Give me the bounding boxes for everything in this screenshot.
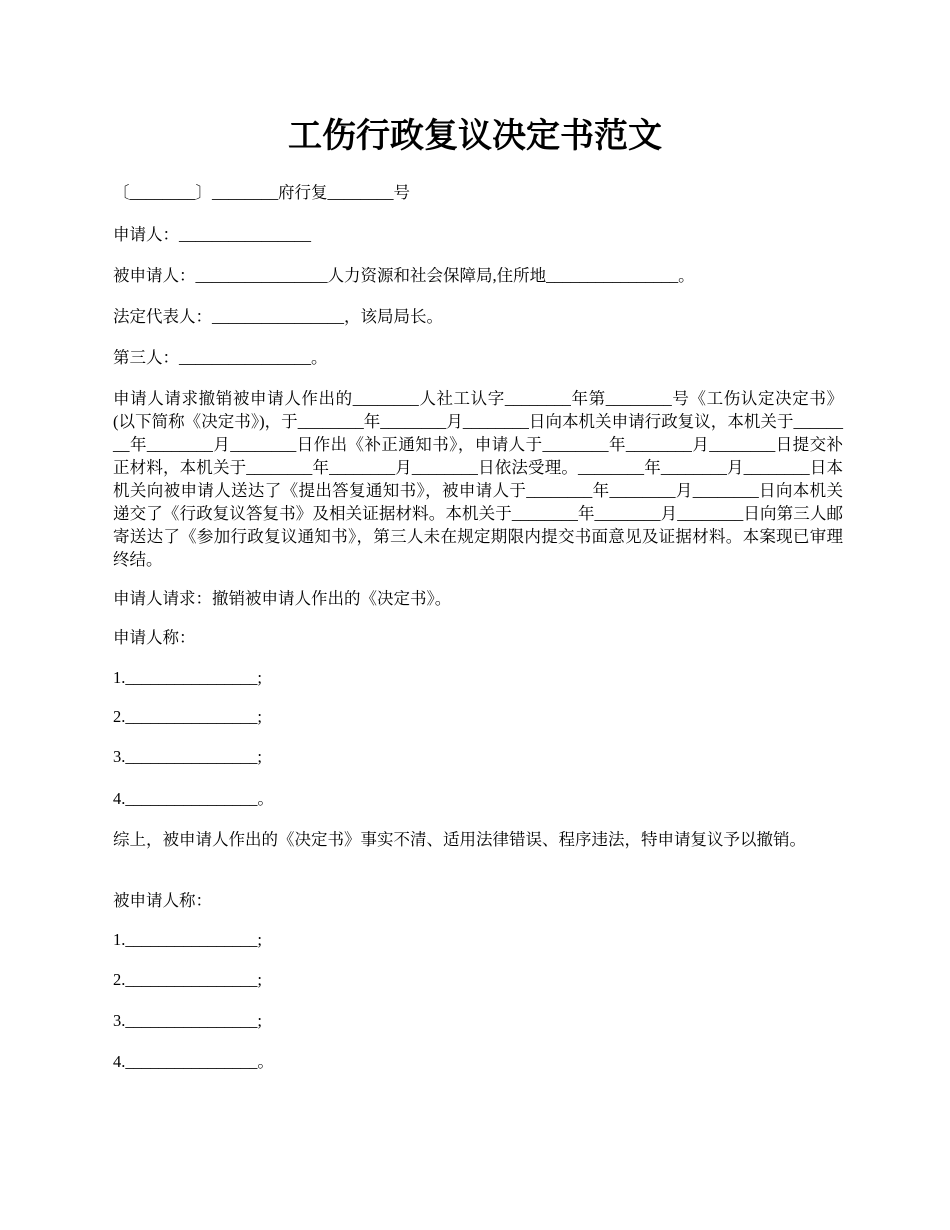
summary-paragraph: 综上，被申请人作出的《决定书》事实不清、适用法律错误、程序违法，特申请复议予以撤销。	[113, 830, 806, 849]
respondent-claims-heading: 被申请人称：	[113, 891, 212, 910]
respondent-claim-item: 1.________________;	[113, 930, 262, 949]
respondent-line: 被申请人：________________人力资源和社会保障局,住所地________________。	[113, 266, 695, 285]
document-title: 工伤行政复议决定书范文	[288, 118, 662, 155]
applicant-request-line: 申请人请求：撤销被申请人作出的《决定书》。	[113, 589, 452, 608]
applicant-line: 申请人：________________	[113, 225, 311, 244]
applicant-claim-item: 3.________________;	[113, 747, 262, 766]
third-party-line: 第三人：________________。	[113, 348, 328, 367]
applicant-claims-heading: 申请人称：	[113, 628, 196, 647]
case-number-line: 〔________〕________府行复________号	[113, 183, 410, 202]
applicant-claim-item: 2.________________;	[113, 707, 262, 726]
respondent-claim-item: 2.________________;	[113, 970, 262, 989]
applicant-claim-item: 4.________________。	[113, 789, 274, 808]
respondent-claim-item: 4.________________。	[113, 1052, 274, 1071]
legal-representative-line: 法定代表人：________________，该局局长。	[113, 307, 443, 326]
applicant-claim-item: 1.________________;	[113, 668, 262, 687]
respondent-claim-item: 3.________________;	[113, 1011, 262, 1030]
case-background-paragraph: 申请人请求撤销被申请人作出的________人社工认字________年第________号《工伤认定决定书》(以下简称《决定书》)，于________年________月________日向本机关申请行政复议，本机关于________年________月________日作出《补正通知书》，申请人于________年________月________日提交补正材料，本机关于________年________月________日依法受理。________年________月________日本机关向被申请人送达了《提出答复通知书》，被申请人于________年________月________日向本机关递交了《行政复议答复书》及相关证据材料。本机关于________年________月________日向第三人邮寄送达了《参加行政复议通知书》，第三人未在规定期限内提交书面意见及证据材料。本案现已审理终结。	[113, 389, 843, 569]
